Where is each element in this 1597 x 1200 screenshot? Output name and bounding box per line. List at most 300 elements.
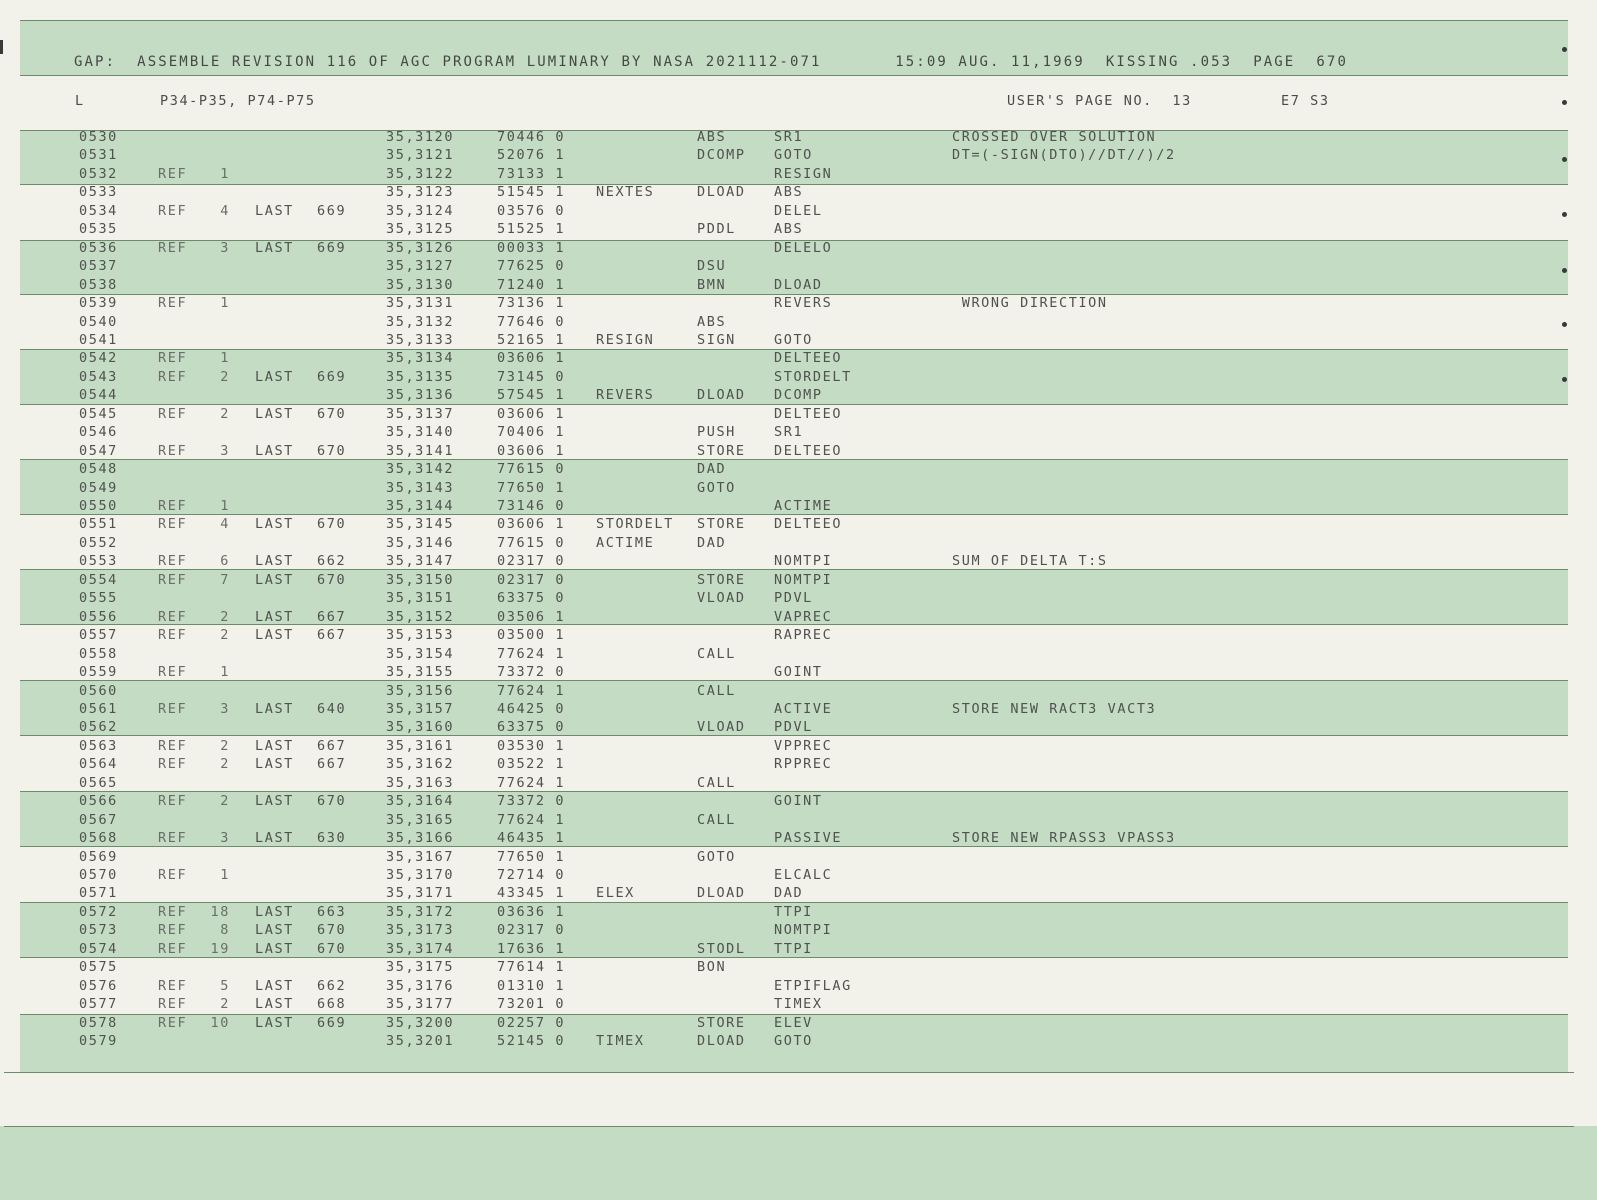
octal-code: 73133 1 <box>497 165 566 182</box>
listing-row <box>0 903 1597 922</box>
listing-row <box>0 682 1597 701</box>
label: REVERS <box>596 387 655 404</box>
opcode: PDDL <box>697 221 736 238</box>
ref-tag: REF <box>158 498 188 514</box>
address: 35,3141 <box>386 442 455 459</box>
address: 35,3175 <box>386 959 455 976</box>
operand: REVERS <box>774 295 833 312</box>
ref-tag: REF <box>158 442 188 459</box>
opcode: GOTO <box>697 479 736 496</box>
operand: DELTEEO <box>774 350 843 367</box>
line-number: 0555 <box>79 590 118 607</box>
comment: DT=(-SIGN(DTO)//DT//)/2 <box>952 147 1176 164</box>
listing-row <box>0 442 1597 461</box>
address: 35,3174 <box>386 940 455 957</box>
ref-count: 1 <box>220 350 230 367</box>
last-tag: LAST <box>255 830 294 847</box>
ref-tag: REF <box>158 165 188 182</box>
octal-code: 73372 0 <box>497 793 566 810</box>
octal-code: 03636 1 <box>497 903 566 920</box>
line-number: 0572 <box>79 903 118 920</box>
address: 35,3200 <box>386 1014 455 1031</box>
operand: PDVL <box>774 719 813 736</box>
address: 35,3162 <box>386 756 455 773</box>
ref-tag: REF <box>158 627 188 644</box>
ref-count: 2 <box>220 627 230 644</box>
address: 35,3152 <box>386 608 455 625</box>
listing-row <box>0 220 1597 239</box>
operand: TTPI <box>774 940 813 957</box>
last-page: 670 <box>317 516 347 533</box>
octal-code: 03576 0 <box>497 202 566 219</box>
ref-tag: REF <box>158 608 188 625</box>
octal-code: 02317 0 <box>497 571 566 588</box>
address: 35,3177 <box>386 996 455 1013</box>
line-number: 0561 <box>79 700 118 717</box>
address: 35,3167 <box>386 848 455 865</box>
line-number: 0558 <box>79 645 118 662</box>
address: 35,3120 <box>386 129 455 145</box>
last-tag: LAST <box>255 368 294 385</box>
line-number: 0551 <box>79 516 118 533</box>
listing-row <box>0 405 1597 424</box>
listing-row <box>0 534 1597 553</box>
opcode: DAD <box>697 534 727 551</box>
line-number: 0549 <box>79 479 118 496</box>
octal-code: 03530 1 <box>497 737 566 754</box>
operand: DELTEEO <box>774 442 843 459</box>
listing-row <box>0 718 1597 737</box>
line-number: 0541 <box>79 331 118 348</box>
operand: SR1 <box>774 129 804 145</box>
ref-tag: REF <box>158 700 188 717</box>
line-number: 0575 <box>79 959 118 976</box>
listing-row <box>0 608 1597 627</box>
listing-row <box>0 386 1597 405</box>
address: 35,3125 <box>386 221 455 238</box>
ref-count: 5 <box>220 977 230 994</box>
last-page: 667 <box>317 627 347 644</box>
listing-row <box>0 239 1597 258</box>
octal-code: 77614 1 <box>497 959 566 976</box>
octal-code: 01310 1 <box>497 977 566 994</box>
octal-code: 02257 0 <box>497 1014 566 1031</box>
address: 35,3201 <box>386 1033 455 1050</box>
octal-code: 52076 1 <box>497 147 566 164</box>
operand: NOMTPI <box>774 571 833 588</box>
octal-code: 73145 0 <box>497 368 566 385</box>
octal-code: 77624 1 <box>497 811 566 828</box>
opcode: ABS <box>697 129 727 145</box>
last-page: 667 <box>317 608 347 625</box>
opcode: GOTO <box>697 848 736 865</box>
label: RESIGN <box>596 331 655 348</box>
line-number: 0532 <box>79 165 118 182</box>
last-tag: LAST <box>255 700 294 717</box>
last-tag: LAST <box>255 608 294 625</box>
line-number: 0530 <box>79 129 118 145</box>
address: 35,3164 <box>386 793 455 810</box>
listing-header: GAP: ASSEMBLE REVISION 116 OF AGC PROGRAM LUMINARY BY NASA 2021112-071 15:09 AUG. 11,1969 KISSING .053 PAGE 670 <box>74 54 1348 70</box>
opcode: DAD <box>697 461 727 478</box>
address: 35,3173 <box>386 922 455 939</box>
last-tag: LAST <box>255 977 294 994</box>
line-number: 0573 <box>79 922 118 939</box>
listing-row <box>0 737 1597 756</box>
operand: GOINT <box>774 664 823 681</box>
ref-tag: REF <box>158 903 188 920</box>
opcode: CALL <box>697 645 736 662</box>
last-tag: LAST <box>255 903 294 920</box>
line-number: 0566 <box>79 793 118 810</box>
line-number: 0565 <box>79 774 118 791</box>
address: 35,3153 <box>386 627 455 644</box>
ref-tag: REF <box>158 793 188 810</box>
address: 35,3163 <box>386 774 455 791</box>
octal-code: 71240 1 <box>497 276 566 293</box>
last-tag: LAST <box>255 756 294 773</box>
operand: VPPREC <box>774 737 833 754</box>
address: 35,3151 <box>386 590 455 607</box>
ref-count: 19 <box>210 940 230 957</box>
line-number: 0560 <box>79 682 118 699</box>
opcode: STORE <box>697 1014 746 1031</box>
rule-line <box>20 20 1568 21</box>
operand: NOMTPI <box>774 553 833 570</box>
address: 35,3124 <box>386 202 455 219</box>
ref-tag: REF <box>158 239 188 256</box>
address: 35,3154 <box>386 645 455 662</box>
listing-row <box>0 626 1597 645</box>
octal-code: 77624 1 <box>497 645 566 662</box>
opcode: STODL <box>697 940 746 957</box>
line-number: 0579 <box>79 1033 118 1050</box>
listing-row <box>0 848 1597 867</box>
ref-tag: REF <box>158 202 188 219</box>
last-page: 669 <box>317 202 347 219</box>
listing-row <box>0 349 1597 368</box>
line-number: 0574 <box>79 940 118 957</box>
octal-code: 03606 1 <box>497 442 566 459</box>
octal-code: 63375 0 <box>497 719 566 736</box>
operand: ETPIFLAG <box>774 977 852 994</box>
last-tag: LAST <box>255 405 294 422</box>
ref-tag: REF <box>158 350 188 367</box>
ref-tag: REF <box>158 664 188 681</box>
last-tag: LAST <box>255 571 294 588</box>
last-page: 670 <box>317 442 347 459</box>
operand: GOTO <box>774 147 813 164</box>
operand: TTPI <box>774 903 813 920</box>
octal-code: 03522 1 <box>497 756 566 773</box>
opcode: CALL <box>697 682 736 699</box>
address: 35,3131 <box>386 295 455 312</box>
octal-code: 17636 1 <box>497 940 566 957</box>
address: 35,3145 <box>386 516 455 533</box>
comment: CROSSED OVER SOLUTION <box>952 129 1157 145</box>
comment: STORE NEW RPASS3 VPASS3 <box>952 830 1176 847</box>
ref-count: 2 <box>220 608 230 625</box>
ref-tag: REF <box>158 553 188 570</box>
comment: STORE NEW RACT3 VACT3 <box>952 700 1157 717</box>
opcode: DLOAD <box>697 1033 746 1050</box>
opcode: STORE <box>697 571 746 588</box>
listing-row <box>0 829 1597 848</box>
address: 35,3155 <box>386 664 455 681</box>
line-number: 0556 <box>79 608 118 625</box>
ref-tag: REF <box>158 940 188 957</box>
line-number: 0533 <box>79 184 118 201</box>
opcode: STORE <box>697 442 746 459</box>
ref-tag: REF <box>158 996 188 1013</box>
ref-count: 18 <box>210 903 230 920</box>
operand: TIMEX <box>774 996 823 1013</box>
operand: ACTIME <box>774 498 833 514</box>
listing-row <box>0 552 1597 571</box>
rule-line <box>20 75 1568 76</box>
operand: DCOMP <box>774 387 823 404</box>
octal-code: 77615 0 <box>497 534 566 551</box>
operand: GOTO <box>774 1033 813 1050</box>
rule-line <box>4 1126 1574 1127</box>
ref-count: 1 <box>220 867 230 883</box>
octal-code: 77615 0 <box>497 461 566 478</box>
label: TIMEX <box>596 1033 645 1050</box>
last-page: 670 <box>317 940 347 957</box>
line-number: 0545 <box>79 405 118 422</box>
octal-code: 46425 0 <box>497 700 566 717</box>
last-page: 640 <box>317 700 347 717</box>
listing-row <box>0 589 1597 608</box>
last-page: 630 <box>317 830 347 847</box>
line-number: 0559 <box>79 664 118 681</box>
opcode: CALL <box>697 774 736 791</box>
line-number: 0534 <box>79 202 118 219</box>
octal-code: 63375 0 <box>497 590 566 607</box>
octal-code: 43345 1 <box>497 885 566 902</box>
address: 35,3165 <box>386 811 455 828</box>
ref-count: 3 <box>220 700 230 717</box>
line-number: 0563 <box>79 737 118 754</box>
line-number: 0547 <box>79 442 118 459</box>
ref-count: 1 <box>220 165 230 182</box>
listing-row <box>0 257 1597 276</box>
last-page: 662 <box>317 553 347 570</box>
sheet-id: E7 S3 <box>1281 93 1330 109</box>
last-tag: LAST <box>255 202 294 219</box>
address: 35,3172 <box>386 903 455 920</box>
listing-row <box>0 128 1597 147</box>
last-page: 670 <box>317 793 347 810</box>
octal-code: 03506 1 <box>497 608 566 625</box>
listing-row <box>0 515 1597 534</box>
label: STORDELT <box>596 516 674 533</box>
address: 35,3170 <box>386 867 455 883</box>
ref-count: 2 <box>220 793 230 810</box>
listing-row <box>0 1014 1597 1033</box>
last-page: 668 <box>317 996 347 1013</box>
opcode: ABS <box>697 313 727 330</box>
line-number: 0542 <box>79 350 118 367</box>
ref-tag: REF <box>158 405 188 422</box>
listing-row <box>0 1032 1597 1051</box>
ref-count: 8 <box>220 922 230 939</box>
ref-tag: REF <box>158 867 188 883</box>
listing-row <box>0 313 1597 332</box>
line-number: 0548 <box>79 461 118 478</box>
address: 35,3126 <box>386 239 455 256</box>
operand: STORDELT <box>774 368 852 385</box>
address: 35,3135 <box>386 368 455 385</box>
octal-code: 73201 0 <box>497 996 566 1013</box>
line-number: 0543 <box>79 368 118 385</box>
listing-row <box>0 958 1597 977</box>
ref-count: 2 <box>220 368 230 385</box>
address: 35,3122 <box>386 165 455 182</box>
ref-count: 2 <box>220 405 230 422</box>
comment: SUM OF DELTA T:S <box>952 553 1108 570</box>
octal-code: 77646 0 <box>497 313 566 330</box>
line-number: 0570 <box>79 867 118 883</box>
address: 35,3144 <box>386 498 455 514</box>
octal-code: 03500 1 <box>497 627 566 644</box>
octal-code: 52165 1 <box>497 331 566 348</box>
last-page: 667 <box>317 737 347 754</box>
operand: ABS <box>774 221 804 238</box>
octal-code: 03606 1 <box>497 405 566 422</box>
opcode: DSU <box>697 258 727 275</box>
address: 35,3143 <box>386 479 455 496</box>
line-number: 0546 <box>79 424 118 441</box>
ref-tag: REF <box>158 571 188 588</box>
octal-code: 52145 0 <box>497 1033 566 1050</box>
line-number: 0540 <box>79 313 118 330</box>
ref-tag: REF <box>158 922 188 939</box>
last-page: 670 <box>317 571 347 588</box>
listing-row <box>0 497 1597 516</box>
operand: PASSIVE <box>774 830 843 847</box>
octal-code: 77650 1 <box>497 479 566 496</box>
ref-tag: REF <box>158 977 188 994</box>
listing-row <box>0 368 1597 387</box>
octal-code: 77625 0 <box>497 258 566 275</box>
line-number: 0577 <box>79 996 118 1013</box>
edge-mark <box>0 40 3 54</box>
address: 35,3133 <box>386 331 455 348</box>
last-tag: LAST <box>255 940 294 957</box>
octal-code: 46435 1 <box>497 830 566 847</box>
bottom-band <box>0 1126 1597 1200</box>
listing-row <box>0 423 1597 442</box>
last-page: 669 <box>317 239 347 256</box>
last-page: 667 <box>317 756 347 773</box>
line-number: 0567 <box>79 811 118 828</box>
address: 35,3161 <box>386 737 455 754</box>
octal-code: 77624 1 <box>497 774 566 791</box>
ref-count: 1 <box>220 295 230 312</box>
opcode: BON <box>697 959 727 976</box>
punch-hole <box>1562 47 1567 52</box>
listing-row <box>0 276 1597 295</box>
operand: ELEV <box>774 1014 813 1031</box>
address: 35,3157 <box>386 700 455 717</box>
last-tag: LAST <box>255 996 294 1013</box>
line-number: 0537 <box>79 258 118 275</box>
opcode: VLOAD <box>697 590 746 607</box>
listing-row <box>0 774 1597 793</box>
line-number: 0535 <box>79 221 118 238</box>
line-number: 0544 <box>79 387 118 404</box>
listing-row <box>0 940 1597 959</box>
listing-row <box>0 645 1597 664</box>
octal-code: 70406 1 <box>497 424 566 441</box>
opcode: DCOMP <box>697 147 746 164</box>
last-tag: LAST <box>255 627 294 644</box>
ref-count: 7 <box>220 571 230 588</box>
ref-tag: REF <box>158 737 188 754</box>
line-number: 0552 <box>79 534 118 551</box>
operand: DELTEEO <box>774 516 843 533</box>
comment: WRONG DIRECTION <box>952 295 1108 312</box>
address: 35,3123 <box>386 184 455 201</box>
listing-row <box>0 146 1597 165</box>
ref-tag: REF <box>158 756 188 773</box>
last-tag: LAST <box>255 442 294 459</box>
opcode: CALL <box>697 811 736 828</box>
line-number: 0539 <box>79 295 118 312</box>
ref-tag: REF <box>158 830 188 847</box>
line-number: 0536 <box>79 239 118 256</box>
address: 35,3150 <box>386 571 455 588</box>
address: 35,3134 <box>386 350 455 367</box>
ref-count: 10 <box>210 1014 230 1031</box>
ref-count: 2 <box>220 756 230 773</box>
operand: RESIGN <box>774 165 833 182</box>
last-tag: LAST <box>255 737 294 754</box>
operand: DELELO <box>774 239 833 256</box>
ref-count: 2 <box>220 996 230 1013</box>
ref-count: 3 <box>220 442 230 459</box>
listing-row <box>0 294 1597 313</box>
operand: PDVL <box>774 590 813 607</box>
line-number: 0557 <box>79 627 118 644</box>
listing-row <box>0 921 1597 940</box>
operand: DLOAD <box>774 276 823 293</box>
operand: ACTIVE <box>774 700 833 717</box>
last-tag: LAST <box>255 793 294 810</box>
line-number: 0571 <box>79 885 118 902</box>
listing-row <box>0 995 1597 1014</box>
octal-code: 03606 1 <box>497 516 566 533</box>
punch-hole <box>1562 100 1567 105</box>
ref-count: 4 <box>220 202 230 219</box>
left-marker: L <box>75 93 85 109</box>
listing-row <box>0 866 1597 885</box>
last-page: 669 <box>317 1014 347 1031</box>
label: ACTIME <box>596 534 655 551</box>
last-page: 663 <box>317 903 347 920</box>
line-number: 0576 <box>79 977 118 994</box>
last-tag: LAST <box>255 1014 294 1031</box>
opcode: DLOAD <box>697 885 746 902</box>
line-number: 0531 <box>79 147 118 164</box>
operand: NOMTPI <box>774 922 833 939</box>
operand: RAPREC <box>774 627 833 644</box>
ref-count: 4 <box>220 516 230 533</box>
address: 35,3127 <box>386 258 455 275</box>
label: ELEX <box>596 885 635 902</box>
listing-row <box>0 479 1597 498</box>
